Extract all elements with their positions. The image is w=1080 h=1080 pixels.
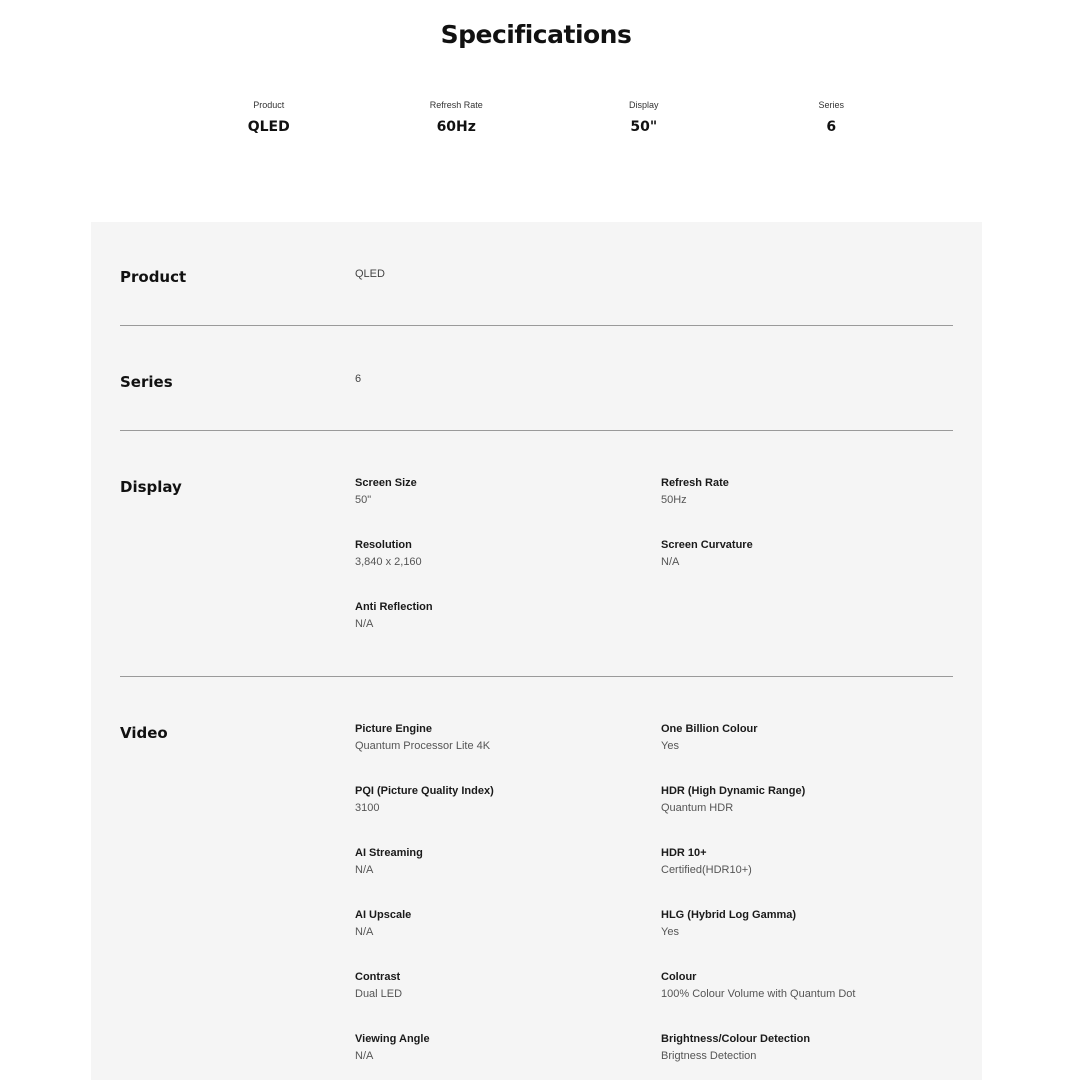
section-divider: [120, 676, 953, 677]
spec-name: Anti Reflection: [355, 601, 433, 613]
spec-value: N/A: [355, 1050, 374, 1062]
spec-value: 100% Colour Volume with Quantum Dot: [661, 988, 856, 1000]
summary-value: 50": [630, 119, 658, 135]
spec-item: [661, 476, 941, 507]
spec-name: Picture Engine: [355, 723, 433, 735]
spec-value: Yes: [661, 740, 679, 752]
section-divider: [120, 325, 953, 326]
spec-item: [355, 722, 635, 753]
spec-value: Dual LED: [355, 988, 403, 1000]
spec-item: [355, 784, 635, 815]
summary-label: Product: [253, 100, 285, 110]
section-divider: [120, 430, 953, 431]
spec-name: Screen Size: [355, 477, 417, 489]
page-title: Specifications: [440, 20, 632, 49]
spec-value: Certified(HDR10+): [661, 864, 752, 876]
section-title-product: Product: [120, 268, 187, 286]
spec-value: N/A: [355, 618, 374, 630]
product-value: QLED: [355, 268, 385, 280]
spec-name: HLG (Hybrid Log Gamma): [661, 909, 797, 921]
section-title-display: Display: [120, 478, 182, 496]
spec-name: One Billion Colour: [661, 723, 758, 735]
spec-name: AI Streaming: [355, 847, 423, 859]
spec-name: Refresh Rate: [661, 477, 729, 489]
spec-item: [661, 784, 941, 815]
spec-item: [355, 970, 635, 1001]
spec-value: Quantum HDR: [661, 802, 734, 814]
series-value: 6: [355, 373, 362, 385]
spec-item: [355, 846, 635, 877]
spec-value: Yes: [661, 926, 679, 938]
summary-label: Refresh Rate: [429, 100, 483, 110]
spec-item: [661, 970, 941, 1001]
summary-item-product: [175, 100, 363, 135]
spec-value: 50Hz: [661, 494, 687, 506]
spec-summary: [175, 100, 925, 135]
summary-item-refresh-rate: [363, 100, 551, 135]
spec-value: N/A: [661, 556, 680, 568]
spec-value: N/A: [355, 926, 374, 938]
spec-item: [355, 600, 635, 631]
section-title-series: Series: [120, 373, 173, 391]
spec-value: 3100: [355, 802, 380, 814]
spec-name: HDR (High Dynamic Range): [661, 785, 806, 797]
spec-item: [661, 538, 941, 569]
spec-name: Resolution: [355, 539, 412, 551]
spec-item: [355, 1032, 635, 1063]
summary-item-display: [550, 100, 738, 135]
summary-value: QLED: [247, 119, 290, 135]
spec-value: N/A: [355, 864, 374, 876]
spec-value: Brigtness Detection: [661, 1050, 757, 1062]
spec-name: HDR 10+: [661, 847, 707, 859]
spec-item: [661, 722, 941, 753]
spec-value: Quantum Processor Lite 4K: [355, 740, 491, 752]
summary-value: 6: [826, 119, 837, 135]
summary-item-series: [738, 100, 926, 135]
spec-item: [355, 908, 635, 939]
spec-panel: [91, 222, 982, 1080]
spec-value: 3,840 x 2,160: [355, 556, 422, 568]
spec-name: Screen Curvature: [661, 539, 753, 551]
spec-name: PQI (Picture Quality Index): [355, 785, 494, 797]
spec-item: [355, 476, 635, 507]
summary-value: 60Hz: [436, 119, 476, 135]
spec-item: [661, 908, 941, 939]
spec-value: 50": [355, 494, 372, 506]
summary-label: Display: [628, 100, 659, 110]
spec-name: Brightness/Colour Detection: [661, 1033, 811, 1045]
summary-label: Series: [818, 100, 844, 110]
section-title-video: Video: [120, 724, 168, 742]
spec-name: Viewing Angle: [355, 1033, 430, 1045]
spec-name: Contrast: [355, 971, 401, 983]
spec-item: [661, 1032, 941, 1063]
spec-name: Colour: [661, 971, 697, 983]
spec-item: [355, 538, 635, 569]
spec-item: [661, 846, 941, 877]
spec-name: AI Upscale: [355, 909, 412, 921]
